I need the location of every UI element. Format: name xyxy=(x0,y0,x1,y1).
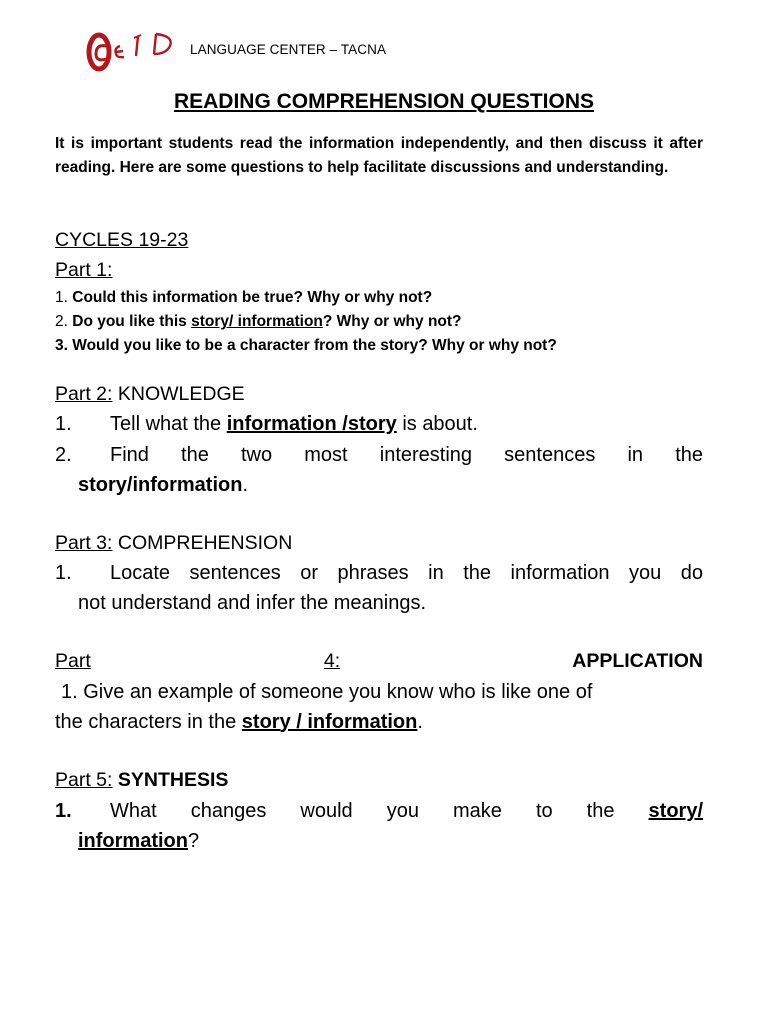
part4-word-number: 4: xyxy=(323,650,341,672)
part1-q2-number: 2. xyxy=(55,313,68,330)
part2-q2-highlight: story/information xyxy=(78,473,243,496)
part5-q1-line-2 xyxy=(55,827,703,857)
part3-heading xyxy=(55,532,292,555)
part4-heading xyxy=(55,650,703,673)
part2-heading xyxy=(55,383,245,406)
part4-question-1 xyxy=(55,678,703,737)
part1-q1-number: 1. xyxy=(55,289,68,306)
part5-q1-highlight-2: information xyxy=(78,829,188,852)
part3-q1-line-1 xyxy=(55,559,703,589)
part2-q1-number: 1. xyxy=(55,413,72,435)
part3-question-1 xyxy=(55,559,703,618)
header xyxy=(86,26,726,74)
part2-heading-label: Part 2: xyxy=(55,383,113,405)
part1-q2-text-b: ? Why or why not? xyxy=(322,313,462,330)
part1-question-1 xyxy=(55,289,432,307)
part5-q1-text-c: ? xyxy=(188,829,200,852)
part4-heading-number xyxy=(324,650,554,673)
part1-q2-highlight: story/ information xyxy=(191,313,323,330)
part4-q1-text-c: . xyxy=(417,710,423,733)
intro-paragraph: It is important students read the information independently, and then discuss it after reading. Here are some questions to help facilitate discussions and understanding. xyxy=(55,135,703,176)
part4-heading-title: APPLICATION xyxy=(572,650,703,672)
part2-q2-text-b: . xyxy=(242,473,249,496)
cycles-heading: CYCLES 19-23 xyxy=(55,229,189,251)
part5-q1-number: 1. xyxy=(55,800,72,822)
ceid-logo xyxy=(86,26,186,74)
part3-q1-line-2: not understand and infer the meanings. xyxy=(78,591,427,614)
part2-q1-highlight: information /story xyxy=(226,413,397,435)
part1-q2-text-a: Do you like this xyxy=(72,313,187,330)
part1-q1-text: Could this information be true? Why or why not? xyxy=(72,289,433,306)
part2-q2-number: 2. xyxy=(55,444,72,466)
part5-heading-label: Part 5: xyxy=(55,769,113,791)
part3-heading-title: COMPREHENSION xyxy=(117,532,293,554)
part2-heading-title: KNOWLEDGE xyxy=(117,383,245,405)
part5-heading-title: SYNTHESIS xyxy=(117,769,229,791)
part5-q1-highlight-1: story/ xyxy=(648,800,704,822)
part3-heading-label: Part 3: xyxy=(55,532,113,554)
center-name: LANGUAGE CENTER – TACNA xyxy=(190,42,387,57)
part1-heading: Part 1: xyxy=(55,259,113,281)
part4-q1-line-2 xyxy=(55,708,703,738)
part4-heading-part xyxy=(55,650,306,673)
part4-q1-text-b: the characters in the xyxy=(55,710,237,733)
part5-q1-text-a: What changes would you make to the xyxy=(110,800,615,822)
part5-heading xyxy=(55,769,228,792)
part3-q1-text-a: Locate sentences or phrases in the information you do xyxy=(110,562,703,584)
part5-q1-line-1 xyxy=(55,797,703,827)
part2-question-1 xyxy=(55,410,703,440)
part1-question-2 xyxy=(55,313,462,331)
part1-question-3: 3. Would you like to be a character from the story? Why or why not? xyxy=(55,337,557,354)
part2-q2-line-1 xyxy=(55,441,703,471)
page-title: READING COMPREHENSION QUESTIONS xyxy=(173,90,595,113)
part2-q2-line-2 xyxy=(55,471,703,501)
part2-q1-text-a: Tell what the xyxy=(110,413,222,435)
part2-question-2 xyxy=(55,441,703,500)
part2-q1-text-b: is about. xyxy=(402,413,478,435)
part2-q2-text-a: Find the two most interesting sentences in the xyxy=(110,444,703,466)
part4-word-part: Part xyxy=(55,650,91,672)
part4-q1-line-1: 1. Give an example of someone you know who is like one of xyxy=(61,681,593,703)
part3-q1-number: 1. xyxy=(55,562,72,584)
part4-q1-highlight: story / information xyxy=(241,710,418,733)
part5-question-1 xyxy=(55,797,703,856)
